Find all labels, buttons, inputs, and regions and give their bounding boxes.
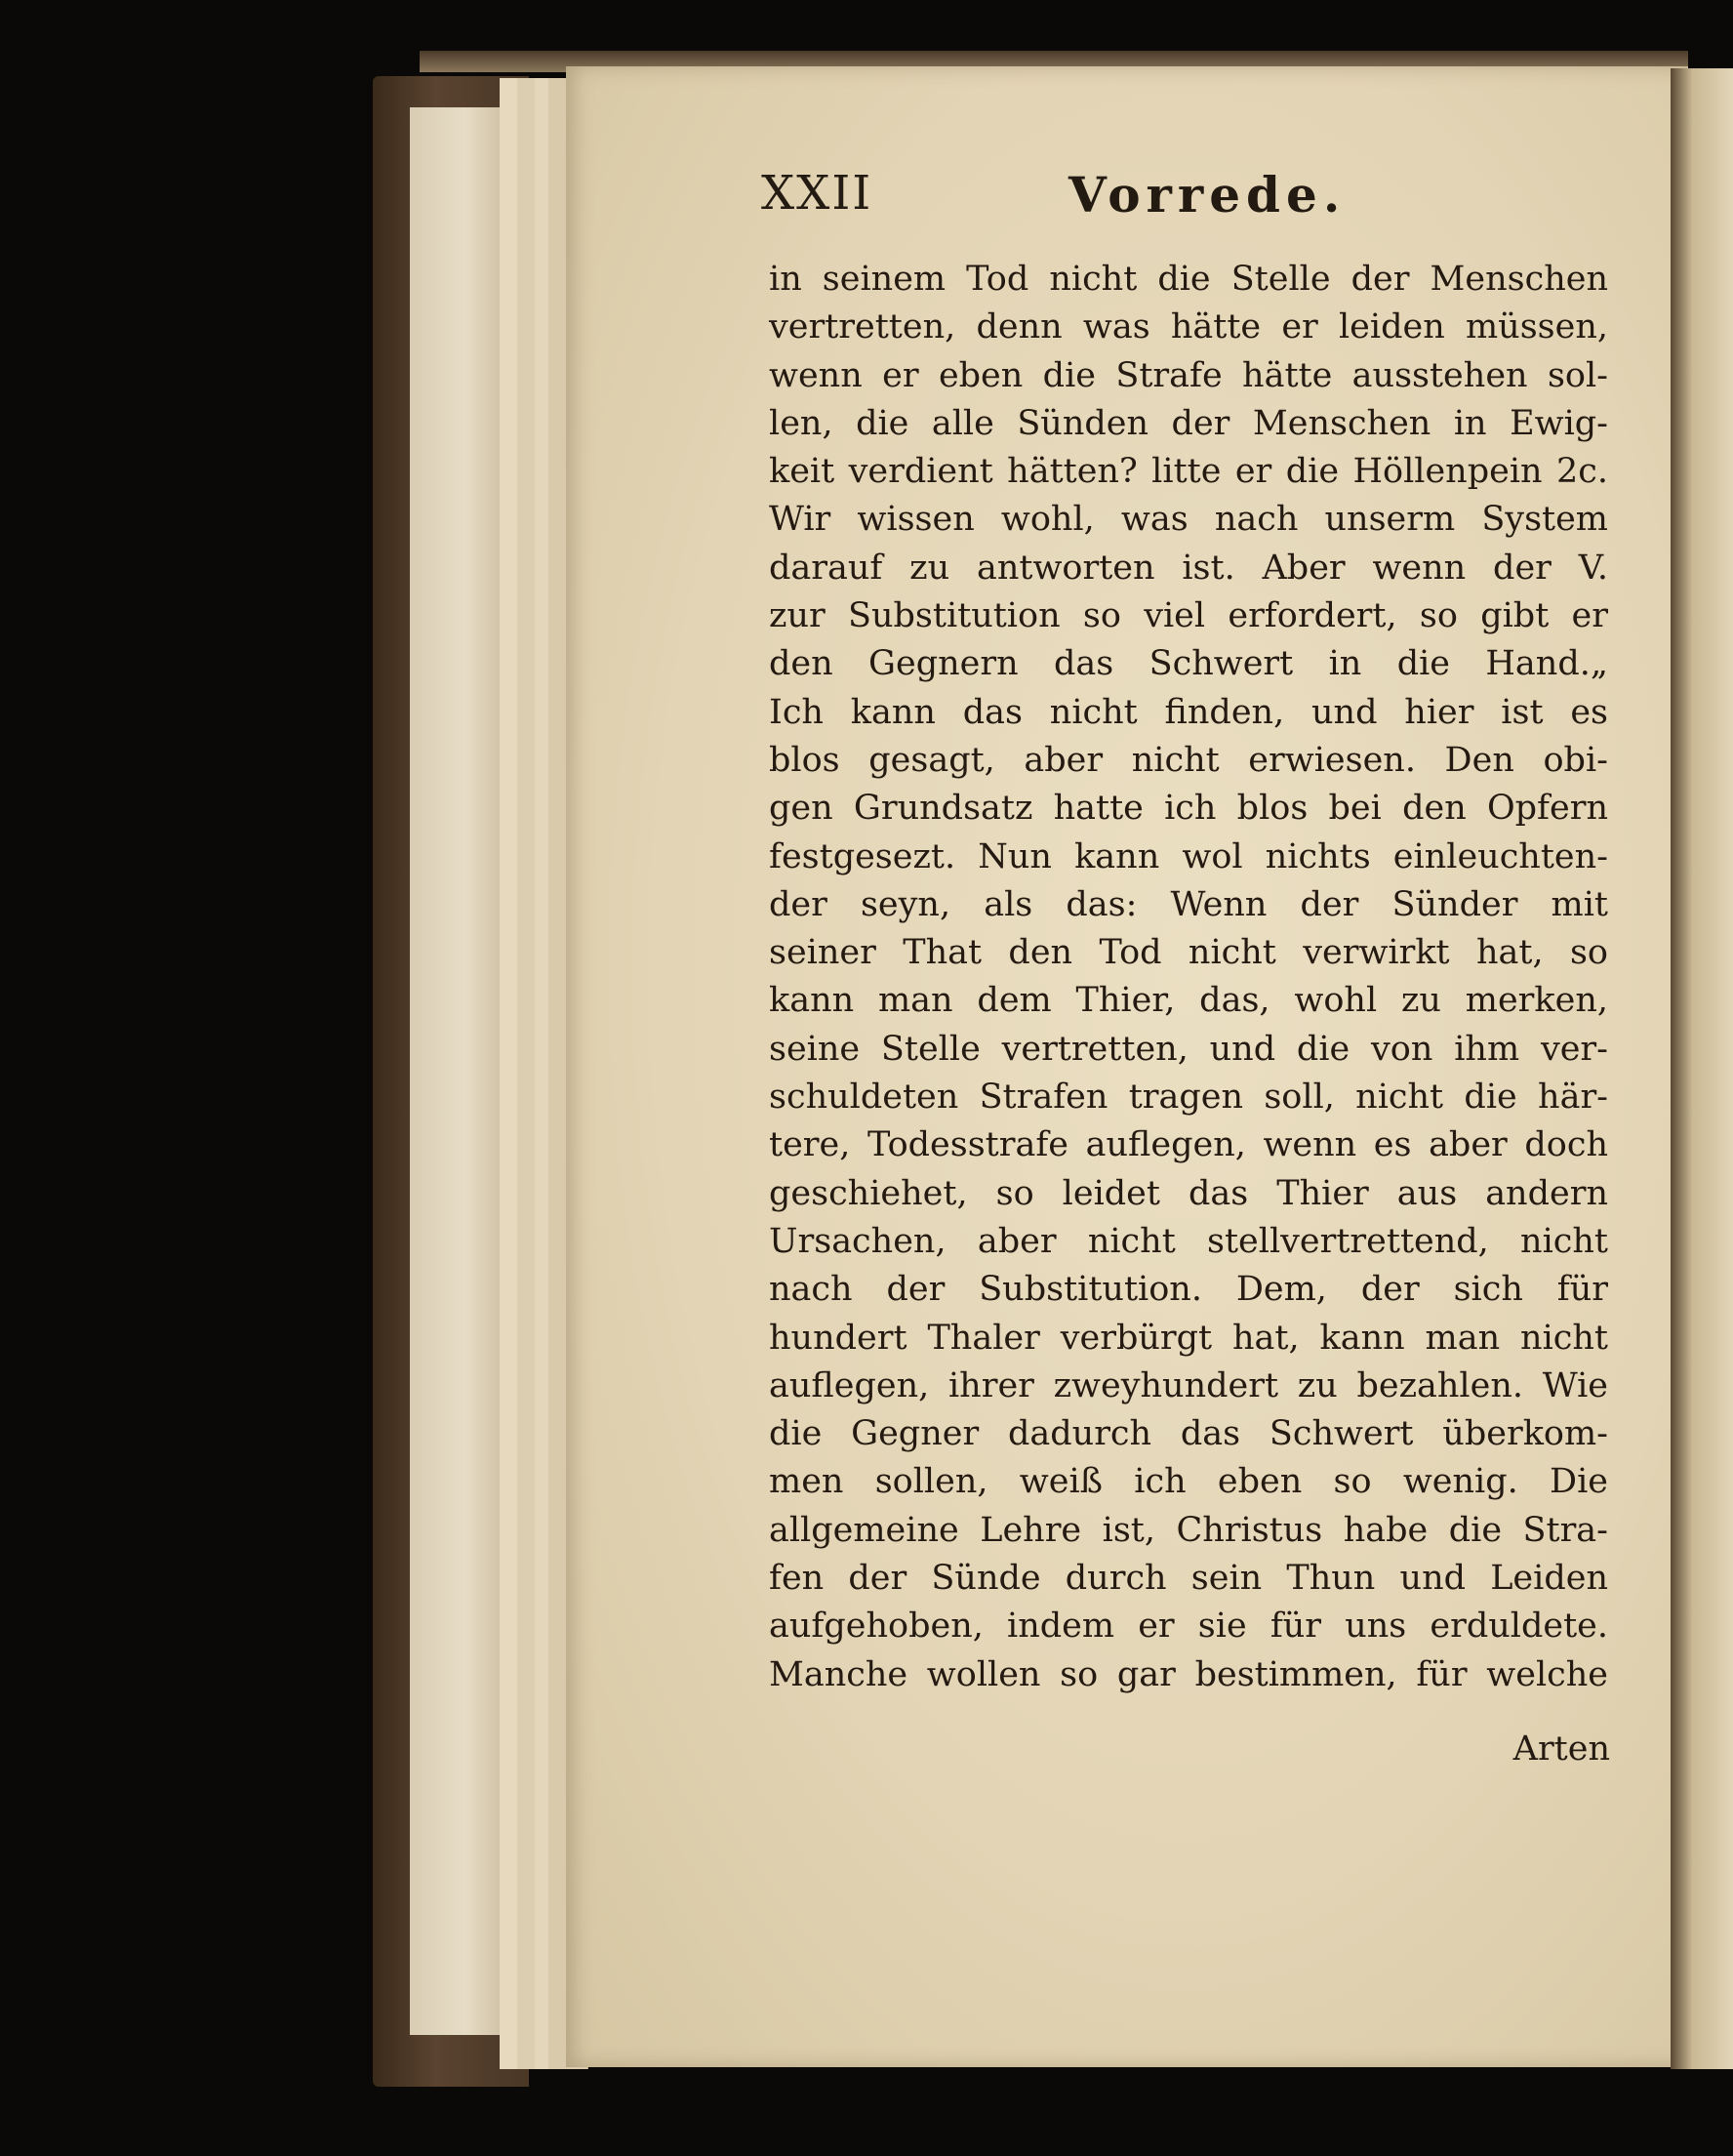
text-line: blos gesagt, aber nicht erwiesen. Den obi- bbox=[769, 740, 1608, 780]
catchword: Arten bbox=[1512, 1729, 1610, 1769]
page-number: XXII bbox=[761, 166, 873, 221]
text-line: zur Substitution so viel erfordert, so gibt er bbox=[769, 596, 1608, 636]
text-line: allgemeine Lehre ist, Christus habe die Stra- bbox=[769, 1510, 1608, 1550]
text-line: schuldeten Strafen tragen soll, nicht die här- bbox=[769, 1078, 1608, 1118]
text-line: tere, Todesstrafe auflegen, wenn es aber doch bbox=[769, 1125, 1608, 1165]
text-line: nach der Substitution. Dem, der sich für bbox=[769, 1270, 1608, 1310]
text-line: Wir wissen wohl, was nach unserm System bbox=[769, 500, 1608, 540]
text-line: aufgehoben, indem er sie für uns erduldete. bbox=[769, 1607, 1608, 1647]
text-line: geschiehet, so leidet das Thier aus andern bbox=[769, 1173, 1608, 1213]
text-line: Ursachen, aber nicht stellvertrettend, nicht bbox=[769, 1221, 1608, 1261]
facing-page-edge bbox=[1671, 68, 1733, 2069]
text-line: darauf zu antworten ist. Aber wenn der V. bbox=[769, 548, 1608, 588]
text-line: vertretten, denn was hätte er leiden müssen, bbox=[769, 307, 1608, 347]
text-line: seiner That den Tod nicht verwirkt hat, so bbox=[769, 933, 1608, 973]
text-line: der seyn, als das: Wenn der Sünder mit bbox=[769, 884, 1608, 924]
text-line: hundert Thaler verbürgt hat, kann man nicht bbox=[769, 1318, 1608, 1358]
text-line: len, die alle Sünden der Menschen in Ewig- bbox=[769, 403, 1608, 443]
text-line: Manche wollen so gar bestimmen, für welche bbox=[769, 1654, 1608, 1694]
running-head bbox=[761, 166, 1347, 234]
text-line: wenn er eben die Strafe hätte ausstehen sol- bbox=[769, 355, 1608, 395]
text-line: fen der Sünde durch sein Thun und Leiden bbox=[769, 1559, 1608, 1599]
text-line: gen Grundsatz hatte ich blos bei den Opfern bbox=[769, 789, 1608, 829]
book-flyleaf bbox=[410, 107, 503, 2035]
text-line: in seinem Tod nicht die Stelle der Menschen bbox=[769, 260, 1608, 299]
text-line: den Gegnern das Schwert in die Hand.„ bbox=[769, 644, 1608, 684]
text-line: keit verdient hätten? litte er die Höllenpein 2c. bbox=[769, 452, 1608, 492]
text-line: auflegen, ihrer zweyhundert zu bezahlen. Wie bbox=[769, 1365, 1608, 1405]
text-line: men sollen, weiß ich eben so wenig. Die bbox=[769, 1462, 1608, 1502]
body-text bbox=[769, 256, 1608, 1699]
text-line: die Gegner dadurch das Schwert überkom- bbox=[769, 1414, 1608, 1454]
text-line: seine Stelle vertretten, und die von ihm ver- bbox=[769, 1029, 1608, 1069]
text-line: festgesezt. Nun kann wol nichts einleuchten- bbox=[769, 836, 1608, 876]
text-line: Ich kann das nicht finden, und hier ist es bbox=[769, 692, 1608, 732]
page-header-title: Vorrede. bbox=[1068, 166, 1347, 224]
text-line: kann man dem Thier, das, wohl zu merken, bbox=[769, 981, 1608, 1021]
